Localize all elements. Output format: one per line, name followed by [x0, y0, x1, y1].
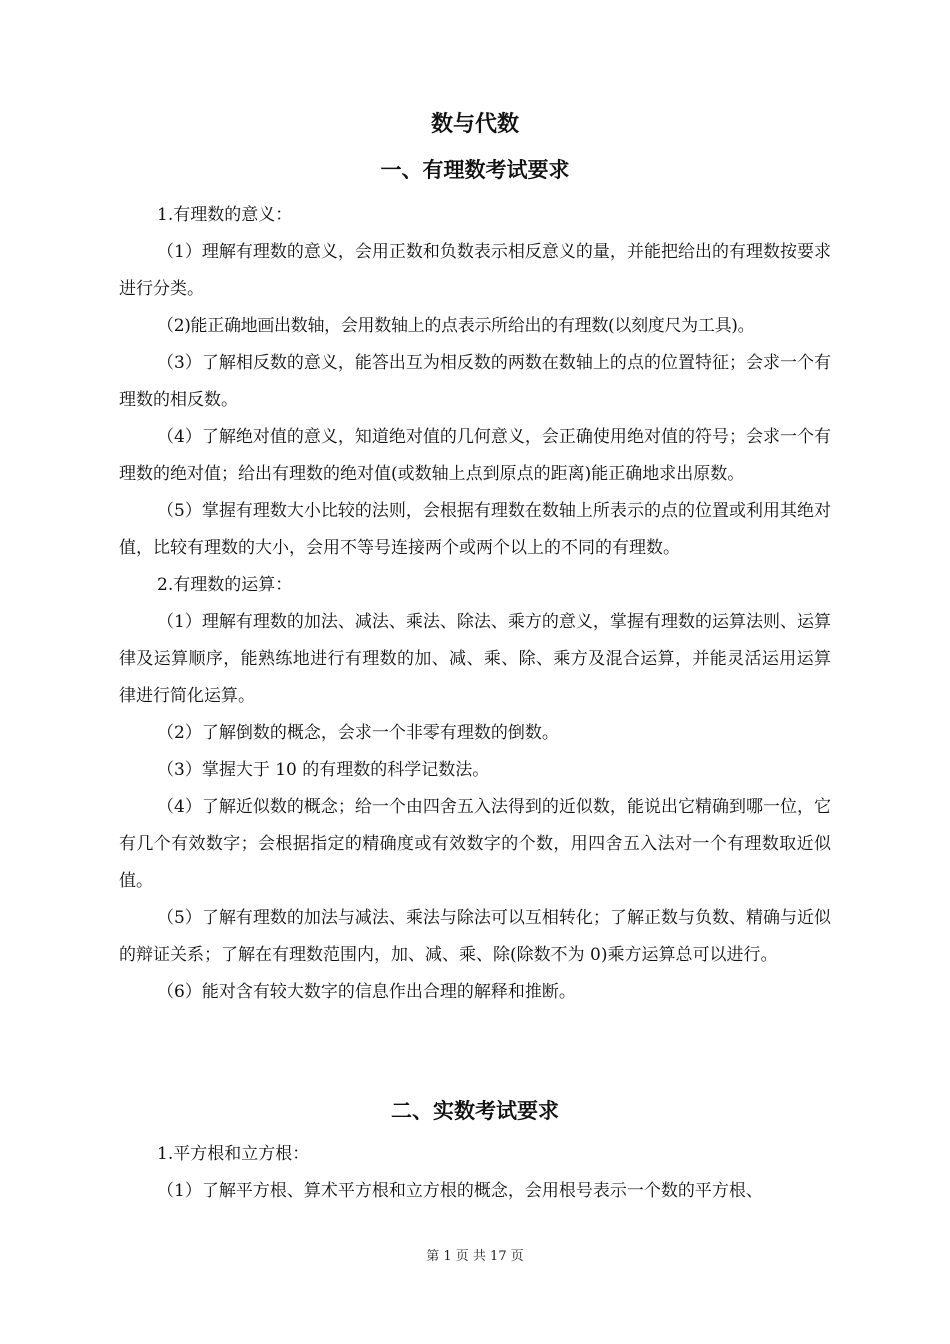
page-footer: 第 1 页 共 17 页: [426, 1249, 524, 1264]
paragraph: （1）理解有理数的意义，会用正数和负数表示相反意义的量，并能把给出的有理数按要求进行分类。: [119, 242, 831, 299]
paragraph: （2）了解倒数的概念，会求一个非零有理数的倒数。: [157, 723, 559, 743]
paragraph: （5）了解有理数的加法与减法、乘法与除法可以互相转化；了解正数与负数、精确与近似的辩证关系；了解在有理数范围内，加、减、乘、除(除数不为 0)乘方运算总可以进行。: [119, 908, 831, 965]
paragraph: （5）掌握有理数大小比较的法则，会根据有理数在数轴上所表示的点的位置或利用其绝对值，比较有理数的大小，会用不等号连接两个或两个以上的不同的有理数。: [119, 501, 831, 558]
paragraph: （6）能对含有较大数字的信息作出合理的解释和推断。: [157, 982, 576, 1002]
subheading-meaning: 1.有理数的意义：: [157, 205, 293, 225]
section-title-rational-numbers: 一、有理数考试要求: [380, 158, 570, 182]
paragraph: （3）了解相反数的意义，能答出互为相反数的两数在数轴上的点的位置特征；会求一个有理数的相反数。: [119, 353, 831, 410]
paragraph: （1）理解有理数的加法、减法、乘法、除法、乘方的意义，掌握有理数的运算法则、运算律及运算顺序，能熟练地进行有理数的加、减、乘、除、乘方及混合运算，并能灵活运用运算律进行简化运算。: [119, 612, 831, 706]
paragraph: （4）了解绝对值的意义，知道绝对值的几何意义，会正确使用绝对值的符号；会求一个有理数的绝对值；给出有理数的绝对值(或数轴上点到原点的距离)能正确地求出原数。: [119, 427, 831, 484]
main-title: 数与代数: [430, 112, 519, 137]
subheading-roots: 1.平方根和立方根：: [157, 1144, 310, 1164]
paragraph: （2)能正确地画出数轴，会用数轴上的点表示所给出的有理数(以刻度尺为工具)。: [157, 316, 755, 336]
paragraph: （3）掌握大于 10 的有理数的科学记数法。: [157, 760, 490, 780]
subheading-operations: 2.有理数的运算：: [157, 575, 293, 595]
paragraph: （4）了解近似数的概念；给一个由四舍五入法得到的近似数，能说出它精确到哪一位，它有几个有效数字；会根据指定的精确度或有效数字的个数，用四舍五入法对一个有理数取近似值。: [119, 797, 831, 891]
section-title-real-numbers: 二、实数考试要求: [391, 1099, 559, 1123]
section-2-body: [119, 1136, 831, 1210]
paragraph: （1）了解平方根、算术平方根和立方根的概念，会用根号表示一个数的平方根、: [157, 1181, 763, 1201]
section-1-body: [119, 197, 831, 1011]
